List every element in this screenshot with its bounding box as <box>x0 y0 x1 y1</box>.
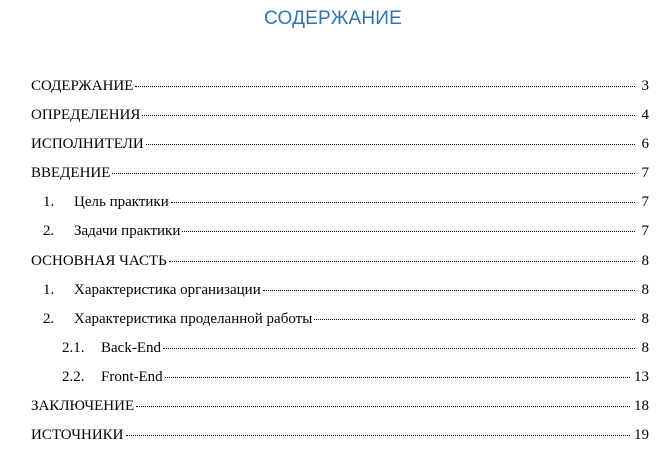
toc-dot-leader <box>126 435 630 436</box>
toc-entry-page: 7 <box>641 223 649 240</box>
toc-entry-text: Характеристика организации <box>74 281 261 298</box>
toc-entry-page: 8 <box>641 339 649 356</box>
toc-entry-text: ЗАКЛЮЧЕНИЕ <box>31 398 135 415</box>
toc-entry[interactable] <box>31 107 649 136</box>
toc-entry-page: 6 <box>641 136 649 153</box>
toc-entry[interactable] <box>31 253 649 282</box>
toc-entry-page: 8 <box>641 281 649 298</box>
toc-dot-leader <box>182 231 635 232</box>
toc-entry-text: ИСТОЧНИКИ <box>31 427 124 444</box>
toc-entry-page: 8 <box>641 310 649 327</box>
toc-dot-leader <box>146 144 635 145</box>
toc-entry-text: Цель практики <box>74 194 169 211</box>
toc-entry-number: 1. <box>43 281 55 298</box>
toc-entry[interactable] <box>31 369 649 398</box>
toc-entry-page: 8 <box>641 252 649 269</box>
toc-dot-leader <box>314 319 635 320</box>
toc-entry[interactable] <box>31 398 649 427</box>
table-of-contents <box>31 78 649 456</box>
toc-dot-leader <box>142 115 635 116</box>
toc-dot-leader <box>263 290 635 291</box>
toc-entry-page: 3 <box>641 78 649 94</box>
toc-dot-leader <box>163 348 635 349</box>
toc-entry[interactable] <box>31 194 649 223</box>
toc-entry-number: 2.1. <box>62 339 85 356</box>
toc-entry-text: Back-End <box>101 339 161 356</box>
toc-entry-number: 2. <box>43 223 55 240</box>
toc-entry-page: 7 <box>641 165 649 182</box>
toc-entry-text: Характеристика проделанной работы <box>74 310 313 327</box>
toc-entry[interactable] <box>31 427 649 456</box>
toc-dot-leader <box>165 377 630 378</box>
toc-entry-text: Задачи практики <box>74 223 181 240</box>
toc-dot-leader <box>169 261 635 262</box>
toc-dot-leader <box>136 406 630 407</box>
toc-entry-text: СОДЕРЖАНИЕ <box>31 78 134 94</box>
toc-entry[interactable] <box>31 311 649 340</box>
toc-entry-page: 19 <box>634 427 649 444</box>
toc-entry-text: ОСНОВНАЯ ЧАСТЬ <box>31 252 167 269</box>
toc-entry[interactable] <box>31 78 649 107</box>
toc-entry-text: ИСПОЛНИТЕЛИ <box>31 136 144 153</box>
toc-dot-leader <box>112 173 635 174</box>
toc-entry-page: 18 <box>634 398 649 415</box>
toc-entry-page: 7 <box>641 194 649 211</box>
toc-entry-text: Front-End <box>101 368 163 385</box>
toc-dot-leader <box>135 86 635 87</box>
toc-entry-number: 1. <box>43 194 55 211</box>
toc-entry-text: ВВЕДЕНИЕ <box>31 165 111 182</box>
toc-entry[interactable] <box>31 136 649 165</box>
toc-entry-text: ОПРЕДЕЛЕНИЯ <box>31 107 141 124</box>
toc-entry[interactable] <box>31 165 649 194</box>
toc-entry-page: 4 <box>641 107 649 124</box>
toc-entry-page: 13 <box>634 368 649 385</box>
toc-entry[interactable] <box>31 340 649 369</box>
toc-entry[interactable] <box>31 223 649 252</box>
toc-entry-number: 2. <box>43 310 55 327</box>
toc-dot-leader <box>171 202 635 203</box>
toc-title: СОДЕРЖАНИЕ <box>264 8 402 29</box>
toc-entry-number: 2.2. <box>62 368 85 385</box>
toc-entry[interactable] <box>31 282 649 311</box>
